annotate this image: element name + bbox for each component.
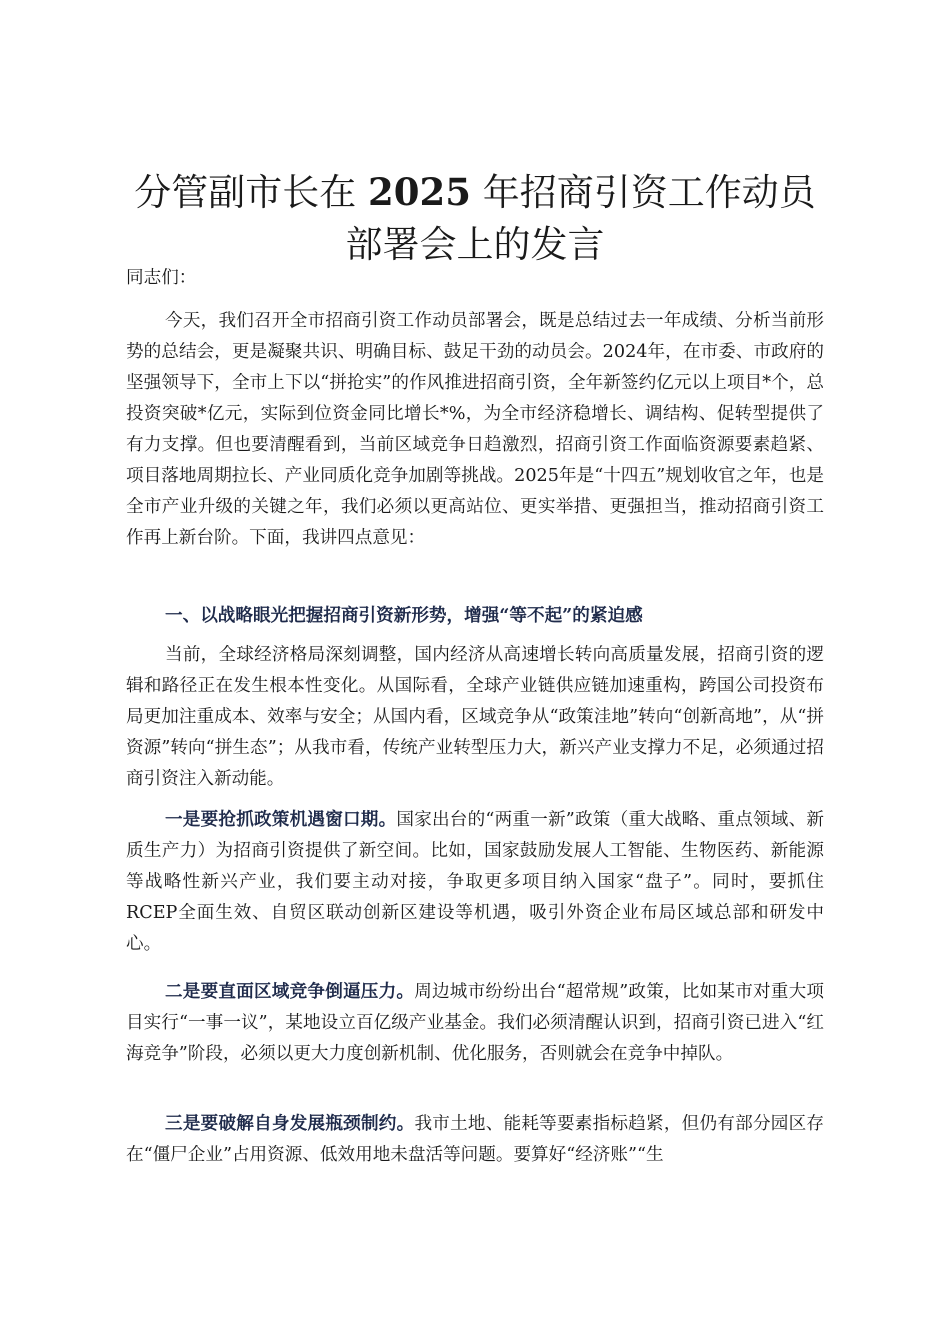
point-3-lead: 三是要破解自身发展瓶颈制约。 [165,1113,415,1134]
point-3-paragraph [126,1108,824,1171]
title-suffix: 年招商引资工作动员部署会上的发言 [345,171,816,266]
point-1-text: 国家出台的“两重一新”政策（重大战略、重点领域、新质生产力）为招商引资提供了新空间。比如，国家鼓励发展人工智能、生物医药、新能源等战略性新兴产业，我们要主动对接，争取更多项目纳入国家“盘子”。同时，要抓住RCEP全面生效、自贸区联动创新区建设等机遇，吸引外资企业布局区域总部和研发中心。 [126,810,824,954]
point-1-lead: 一是要抢抓政策机遇窗口期。 [165,809,397,830]
greeting: 同志们： [126,268,197,288]
opening-paragraph: 今天，我们召开全市招商引资工作动员部署会，既是总结过去一年成绩、分析当前形势的总结会，更是凝聚共识、明确目标、鼓足干劲的动员会。2024年，在市委、市政府的坚强领导下，全市上下以“拼抢实”的作风推进招商引资，全年新签约亿元以上项目*个，总投资突破*亿元，实际到位资金同比增长*%，为全市经济稳增长、调结构、促转型提供了有力支撑。但也要清醒看到，当前区域竞争日趋激烈，招商引资工作面临资源要素趋紧、项目落地周期拉长、产业同质化竞争加剧等挑战。2025年是“十四五”规划收官之年，也是全市产业升级的关键之年，我们必须以更高站位、更实举措、更强担当，推动招商引资工作再上新台阶。下面，我讲四点意见： [126,311,824,548]
point-2-paragraph [126,976,824,1070]
title-year: 2025 [368,170,471,214]
point-2-lead: 二是要直面区域竞争倒逼压力。 [165,981,415,1002]
document-title [120,166,830,271]
section-1-paragraph: 当前，全球经济格局深刻调整，国内经济从高速增长转向高质量发展，招商引资的逻辑和路径正在发生根本性变化。从国际看，全球产业链供应链加速重构，跨国公司投资布局更加注重成本、效率与安全；从国内看，区域竞争从“政策洼地”转向“创新高地”，从“拼资源”转向“拼生态”；从我市看，传统产业转型压力大，新兴产业支撑力不足，必须通过招商引资注入新动能。 [126,645,824,789]
point-3-text: 我市土地、能耗等要素指标趋紧，但仍有部分园区存在“僵尸企业”占用资源、低效用地未盘活等问题。要算好“经济账”“生 [126,1114,824,1165]
point-2-text: 周边城市纷纷出台“超常规”政策，比如某市对重大项目实行“一事一议”，某地设立百亿级产业基金。我们必须清醒认识到，招商引资已进入“红海竞争”阶段，必须以更大力度创新机制、优化服务，否则就会在竞争中掉队。 [126,982,824,1064]
section-heading-1: 一、以战略眼光把握招商引资新形势，增强“等不起”的紧迫感 [165,605,643,626]
point-1-paragraph [126,804,824,960]
title-prefix: 分管副市长在 [134,171,368,214]
